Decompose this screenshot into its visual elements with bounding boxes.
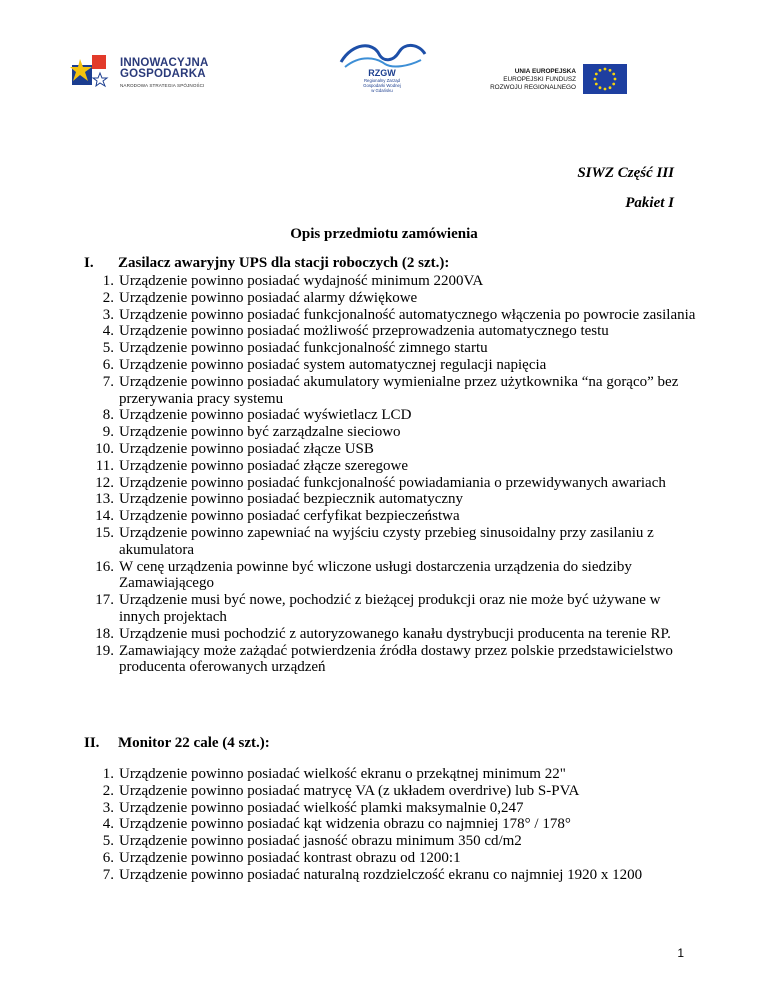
list-item-text: Urządzenie powinno posiadać jasność obrazu minimum 350 cd/m2: [119, 833, 522, 850]
list-item: [84, 424, 704, 441]
list-item: [84, 800, 704, 817]
list-item: [84, 867, 704, 884]
list-item: [84, 766, 704, 783]
list-item-number: 7.: [102, 373, 114, 390]
section-2-heading: [84, 735, 270, 752]
list-item-text: Urządzenie powinno posiadać kąt widzenia obrazu co najmniej 178° / 178°: [119, 816, 571, 833]
eu-flag-icon: [583, 64, 627, 94]
list-item-text: Urządzenie powinno posiadać kontrast obrazu od 1200:1: [119, 849, 461, 866]
list-item: [84, 508, 704, 525]
list-item-text: Urządzenie powinno posiadać wyświetlacz LCD: [119, 407, 412, 424]
list-item-text: Urządzenie powinno posiadać złącze USB: [119, 440, 374, 457]
eu-line1: UNIA EUROPEJSKA: [514, 68, 576, 75]
list-item-number: 6.: [102, 356, 114, 373]
eu-line3: ROZWOJU REGIONALNEGO: [490, 84, 576, 91]
doc-reference-pakiet: Pakiet I: [625, 195, 674, 211]
list-item-number: 9.: [102, 424, 114, 441]
document-title: Opis przedmiotu zamówienia: [290, 226, 478, 242]
list-item-text: Urządzenie musi być nowe, pochodzić z bieżącej produkcji oraz nie może być używane w innych projektach: [119, 592, 661, 625]
list-item-number: 19.: [95, 642, 114, 659]
list-item-text: Urządzenie powinno posiadać akumulatory wymienialne przez użytkownika “na gorąco” bez przerywania pracy systemu: [119, 373, 679, 407]
list-item-text: Urządzenie powinno posiadać alarmy dźwiękowe: [119, 289, 418, 306]
list-item-text: Urządzenie powinno posiadać naturalną rozdzielczość ekranu co najmniej 1920 x 1200: [119, 866, 643, 883]
list-item-text: Urządzenie powinno posiadać funkcjonalność powiadamiania o przewidywanych awariach: [119, 474, 666, 491]
list-item: [84, 407, 704, 424]
list-item-number: 13.: [95, 491, 114, 508]
section-2-roman: II.: [84, 735, 100, 751]
rzgw-sub3: w Gdańsku: [371, 88, 393, 93]
page-number: 1: [677, 946, 684, 960]
list-item-number: 2.: [102, 782, 114, 799]
list-item: [84, 850, 704, 867]
list-item-number: 5.: [102, 340, 114, 357]
list-item-number: 3.: [102, 799, 114, 816]
list-item-number: 4.: [102, 816, 114, 833]
list-item-text: Urządzenie powinno być zarządzalne sieciowo: [119, 424, 401, 441]
list-item-number: 11.: [95, 457, 114, 474]
list-item-text: Urządzenie powinno posiadać funkcjonalność automatycznego włączenia po powrocie zasilania: [119, 306, 696, 323]
list-item: [84, 643, 704, 677]
list-item-text: Urządzenie powinno posiadać bezpiecznik automatyczny: [119, 491, 464, 508]
header-logos: [0, 0, 768, 110]
section-1-title: Zasilacz awaryjny UPS dla stacji roboczych (2 szt.):: [118, 255, 450, 271]
list-item-text: Urządzenie powinno posiadać wielkość ekranu o przekątnej minimum 22": [119, 766, 566, 782]
list-item: [84, 525, 704, 559]
list-item: [84, 783, 704, 800]
list-item-number: 1.: [102, 766, 114, 782]
rzgw-sub1: Regionalny Zarząd: [363, 78, 401, 83]
list-item: [84, 290, 704, 307]
list-item: [84, 357, 704, 374]
list-item: [84, 833, 704, 850]
list-item-number: 12.: [95, 474, 114, 491]
list-item-number: 17.: [95, 592, 114, 609]
ig-line2: GOSPODARKA: [120, 68, 206, 81]
rzgw-name: RZGW: [368, 68, 396, 78]
list-item-number: 15.: [95, 524, 114, 541]
list-item-text: Urządzenie powinno posiadać funkcjonalność zimnego startu: [119, 340, 488, 357]
rzgw-logo: [333, 40, 431, 110]
ig-star-mark-icon: [70, 51, 114, 95]
list-item-number: 16.: [95, 558, 114, 575]
list-item-text: W cenę urządzenia powinne być wliczone usługi dostarczenia urządzenia do siedziby Zamawiającego: [119, 558, 632, 592]
section-1-list: [84, 273, 704, 676]
list-item-number: 14.: [95, 508, 114, 525]
ig-line3: NARODOWA STRATEGIA SPÓJNOŚCI: [120, 82, 205, 88]
list-item-number: 18.: [95, 625, 114, 642]
list-item-number: 8.: [102, 407, 114, 424]
list-item-text: Zamawiający może zażądać potwierdzenia źródła dostawy przez polskie przedstawicielstwo producenta oferowanych urządzeń: [119, 642, 673, 676]
list-item-number: 3.: [102, 306, 114, 323]
eu-logo: [486, 62, 631, 98]
rzgw-sub2: Gospodarki Wodnej: [363, 83, 401, 88]
list-item-text: Urządzenie powinno posiadać wydajność minimum 2200VA: [119, 273, 484, 289]
list-item-number: 4.: [102, 323, 114, 340]
list-item-text: Urządzenie powinno posiadać wielkość plamki maksymalnie 0,247: [119, 799, 524, 816]
list-item: [84, 491, 704, 508]
list-item-text: Urządzenie powinno posiadać możliwość przeprowadzenia automatycznego testu: [119, 323, 609, 340]
list-item-number: 10.: [95, 440, 114, 457]
list-item-number: 2.: [102, 289, 114, 306]
innowacyjna-gospodarka-logo: [70, 42, 220, 104]
list-item: [84, 475, 704, 492]
doc-reference-siwz: SIWZ Część III: [577, 165, 674, 181]
section-2-title: Monitor 22 cale (4 szt.):: [118, 735, 270, 751]
eu-line2: EUROPEJSKI FUNDUSZ: [503, 76, 576, 83]
list-item: [84, 626, 704, 643]
list-item-text: Urządzenie powinno posiadać matrycę VA (z układem overdrive) lub S-PVA: [119, 782, 580, 799]
list-item-number: 6.: [102, 849, 114, 866]
list-item: [84, 307, 704, 324]
ig-line1: INNOWACYJNA: [120, 56, 209, 69]
list-item-number: 1.: [102, 273, 114, 289]
list-item-text: Urządzenie powinno posiadać system automatycznej regulacji napięcia: [119, 356, 547, 373]
list-item-number: 7.: [102, 866, 114, 883]
list-item-text: Urządzenie powinno posiadać złącze szeregowe: [119, 457, 409, 474]
rzgw-wave-icon: [333, 40, 431, 70]
list-item: [84, 374, 704, 408]
list-item-number: 5.: [102, 833, 114, 850]
list-item-text: Urządzenie musi pochodzić z autoryzowanego kanału dystrybucji producenta na terenie RP.: [119, 625, 671, 642]
list-item: [84, 816, 704, 833]
section-1-heading: [84, 255, 449, 272]
list-item-text: Urządzenie powinno posiadać cerfyfikat bezpieczeństwa: [119, 508, 460, 525]
list-item-text: Urządzenie powinno zapewniać na wyjściu czysty przebieg sinusoidalny przy zasilaniu z akumulatora: [119, 524, 654, 558]
list-item: [84, 592, 704, 626]
list-item: [84, 441, 704, 458]
list-item: [84, 273, 704, 290]
list-item: [84, 458, 704, 475]
section-2-list: [84, 766, 704, 884]
section-1-roman: I.: [84, 255, 94, 271]
list-item: [84, 340, 704, 357]
list-item: [84, 559, 704, 593]
list-item: [84, 323, 704, 340]
